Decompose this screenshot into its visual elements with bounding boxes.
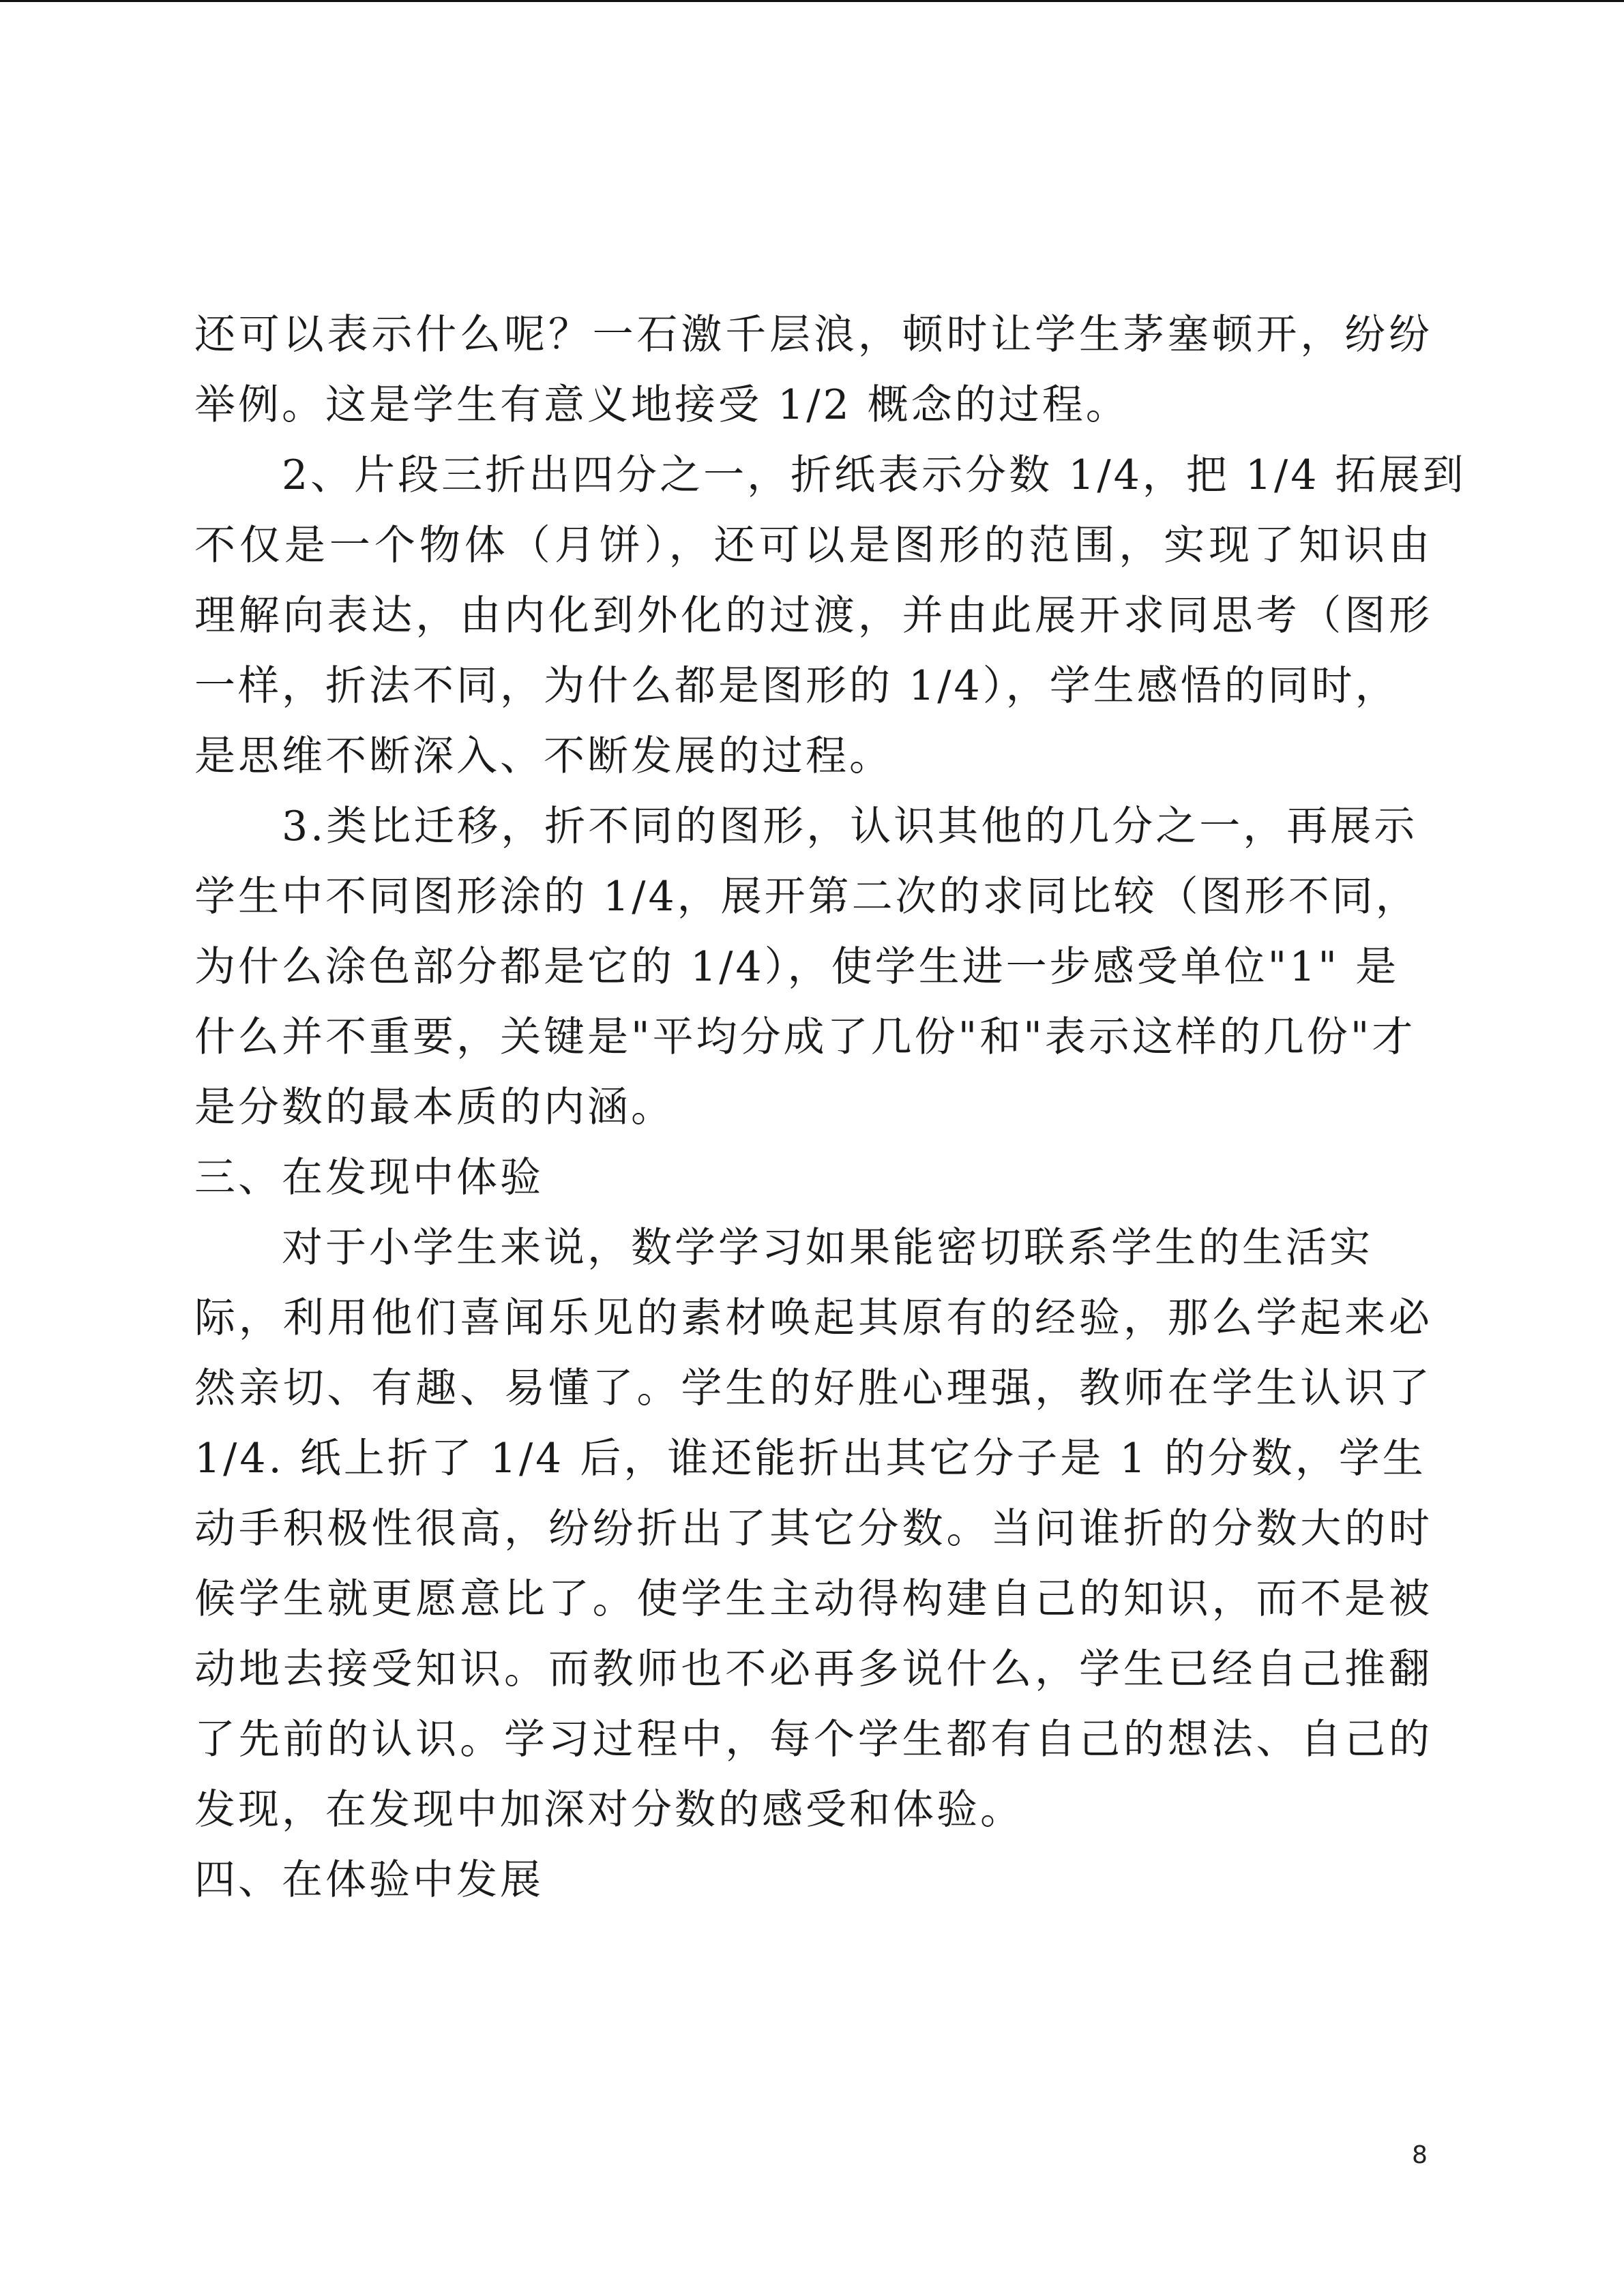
paragraph-line: 什么并不重要，关键是"平均分成了几份"和"表示这样的几份"才 — [194, 1013, 1416, 1061]
paragraph-line: 是分数的最本质的内涵。 — [194, 1084, 675, 1131]
paragraph-line: 学生中不同图形涂的 1/4，展开第二次的求同比较（图形不同， — [194, 873, 1419, 921]
paragraph-line: 3.类比迁移，折不同的图形，认识其他的几分之一，再展示 — [282, 803, 1418, 850]
paragraph-line: 际，利用他们喜闻乐见的素材唤起其原有的经验，那么学起来必 — [194, 1294, 1432, 1342]
paragraph-line: 理解向表达，由内化到外化的过渡，并由此展开求同思考（图形 — [194, 592, 1432, 640]
paragraph-line: 候学生就更愿意比了。使学生主动得构建自己的知识，而不是被 — [194, 1575, 1432, 1623]
paragraph-line: 然亲切、有趣、易懂了。学生的好胜心理强，教师在学生认识了 — [194, 1365, 1432, 1412]
paragraph-line: 2、片段三折出四分之一，折纸表示分数 1/4，把 1/4 拓展到 — [282, 451, 1466, 499]
paragraph-line: 发现，在发现中加深对分数的感受和体验。 — [194, 1786, 1024, 1834]
paragraph-line: 为什么涂色部分都是它的 1/4），使学生进一步感受单位"1" 是 — [194, 943, 1400, 991]
paragraph-line: 了先前的认识。学习过程中，每个学生都有自己的想法、自己的 — [194, 1716, 1432, 1763]
paragraph-line: 对于小学生来说，数学学习如果能密切联系学生的生活实 — [282, 1224, 1373, 1272]
paragraph-line: 还可以表示什么呢？一石激千层浪，顿时让学生茅塞顿开，纷纷 — [194, 311, 1432, 359]
section-heading: 四、在体验中发展 — [194, 1856, 544, 1904]
paragraph-line: 不仅是一个物体（月饼），还可以是图形的范围，实现了知识由 — [194, 522, 1432, 569]
paragraph-line: 举例。这是学生有意义地接受 1/2 概念的过程。 — [194, 381, 1130, 429]
page-number: 8 — [1412, 2141, 1428, 2169]
paragraph-line: 是思维不断深入、不断发展的过程。 — [194, 732, 893, 780]
paragraph-line: 动手积极性很高，纷纷折出了其它分数。当问谁折的分数大的时 — [194, 1505, 1432, 1553]
top-border-rule — [0, 0, 1624, 2]
paragraph-line: 动地去接受知识。而教师也不必再多说什么，学生已经自己推翻 — [194, 1645, 1432, 1693]
paragraph-line: 1/4. 纸上折了 1/4 后，谁还能折出其它分子是 1 的分数，学生 — [194, 1435, 1426, 1482]
document-body — [194, 300, 1466, 1915]
paragraph-line: 一样，折法不同，为什么都是图形的 1/4），学生感悟的同时， — [194, 662, 1399, 710]
section-heading: 三、在发现中体验 — [194, 1154, 544, 1202]
